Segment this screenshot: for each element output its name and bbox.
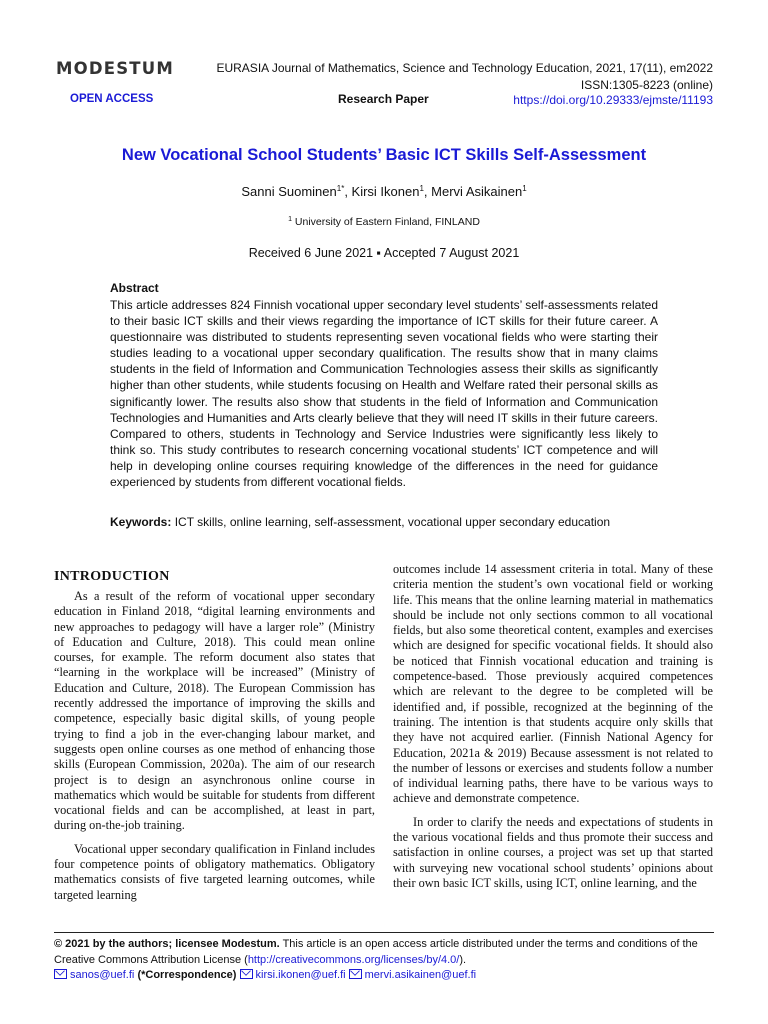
body-paragraph: Vocational upper secondary qualification in Finland includes four competence points of obligatory mathematics. Obligatory mathematics consists of five targeted learning outcomes, while targeted learning [54, 841, 375, 902]
author-affil-mark: 1* [336, 184, 345, 193]
article-title: New Vocational School Students’ Basic ICT Skills Self-Assessment [121, 146, 647, 164]
copyright-notice [54, 937, 718, 968]
author-name: Sanni Suominen [241, 184, 337, 199]
email-icon [349, 969, 362, 979]
body-paragraph: As a result of the reform of vocational upper secondary education in Finland 2018, “digital learning environments and new approaches to pedagogy will have a larger role” (Ministry of Education and Culture, 2018). This could mean online courses, for example. The reform document also states that “learning in the workplace will be increased” (Ministry of Education and Culture, 2018). The European Commission has recently addressed the importance of improving the skills and competence, especially basic digital skills, of young people trying to find a job in the ever-changing labour market, and suggests open online courses as one method of enhancing those skills (European Commission, 2020a). The aim of our research project is to design an asynchronous online course in mathematics which would be suitable for students from different vocational fields and can be accomplished, at least in part, during on-the-job training. [54, 589, 375, 833]
author-name: Mervi Asikainen [431, 184, 523, 199]
abstract-text: This article addresses 824 Finnish vocational upper secondary level students’ self-assessments related to their basic ICT skills and their views regarding the importance of ICT skills for their future career. A questionnaire was distributed to students representing seven vocational fields who were starting their studies leading to a vocational upper secondary qualification. The results show that in many claims students in the field of Information and Communication Technologies assess their skills as significantly higher than other students, while students focusing on Health and Welfare rated their personal skills as significantly lower. The results also show that students in the field of Information and Communication Technologies and Humanities and Arts clearly believe that they will need IT skills in their future careers. Compared to others, students in Technology and Service Industries were significantly less likely to think so. This study contributes to research concerning vocational students’ ICT competence and will help in developing online courses requiring knowledge of the differences in the need for guidance experienced by students from different vocational fields. [110, 298, 658, 490]
footer [54, 937, 718, 984]
footer-divider [54, 932, 714, 933]
affiliation-mark: 1 [288, 216, 292, 223]
copyright-bold: © 2021 by the authors; licensee Modestum. [54, 938, 280, 950]
email-link[interactable]: kirsi.ikonen@uef.fi [255, 969, 346, 981]
submission-dates: Received 6 June 2021 ▪ Accepted 7 August 2021 [248, 246, 520, 260]
body-paragraph: In order to clarify the needs and expectations of students in the various vocational fields and thus promote their success and satisfaction in online courses, a project was set up that started with surveying new vocational school students’ opinions about their own basic ICT skills, using ICT, online learning, and the [393, 814, 713, 890]
abstract-heading: Abstract [110, 281, 159, 295]
copyright-end: ). [459, 953, 467, 966]
author-name: Kirsi Ikonen [351, 184, 420, 199]
section-heading-introduction: INTRODUCTION [54, 569, 170, 584]
keywords-label: Keywords: [110, 515, 172, 529]
contact-emails [54, 968, 718, 984]
publisher-logo: MODESTUM [56, 59, 174, 78]
doi-link[interactable]: https://doi.org/10.29333/ejmste/11193 [513, 93, 713, 107]
email-icon [240, 969, 253, 979]
body-paragraph: outcomes include 14 assessment criteria in total. Many of these criteria mention the student’s own vocational field or working life. This means that the online learning material in mathematics should be include not only sections common to all vocational fields, but also some theoretical content, examples and exercises which are designed for specific vocational fields. It should also be noticed that Finnish vocational education and training is competence-based. Those previously acquired competences which are relevant to the degree to be completed will be identified and, if possible, recognized at the beginning of the training. The intention is that students acquire only skills that they have not acquired earlier. (Finnish National Agency for Education, 2021a & 2019) Because assessment is not related to the number of lessons or exercises and students follow a number of individual learning paths, there have to be various ways to achieve and demonstrate competence. [393, 562, 713, 806]
journal-issn: ISSN:1305-8223 (online) [580, 78, 713, 92]
journal-citation: EURASIA Journal of Mathematics, Science and Technology Education, 2021, 17(11), em2022 [216, 61, 713, 75]
keywords [110, 515, 610, 529]
article-type: Research Paper [338, 92, 429, 106]
author-affil-mark: 1 [419, 184, 424, 193]
author-affil-mark: 1 [522, 184, 527, 193]
email-link[interactable]: mervi.asikainen@uef.fi [364, 969, 477, 981]
journal-info [216, 60, 713, 94]
open-access-label: OPEN ACCESS [70, 93, 154, 105]
email-icon [54, 969, 67, 979]
author-list: Sanni Suominen$^{1*}$, Kirsi Ikonen$^1$, Mervi Asikainen$^1$ [241, 184, 527, 199]
copyright-text: This article is an open access article distributed under the terms and conditions of the Creative Commons Attribution License ( [54, 938, 698, 966]
right-column [393, 562, 713, 891]
license-link[interactable]: http://creativecommons.org/licenses/by/4.0/ [247, 953, 460, 966]
correspondence-label: (*Correspondence) [137, 969, 237, 981]
affiliation [0, 216, 768, 228]
keywords-text: ICT skills, online learning, self-assessment, vocational upper secondary education [174, 515, 611, 529]
affiliation-text: University of Eastern Finland, FINLAND [294, 216, 480, 228]
email-link[interactable]: sanos@uef.fi [70, 969, 135, 981]
left-column [54, 589, 375, 903]
